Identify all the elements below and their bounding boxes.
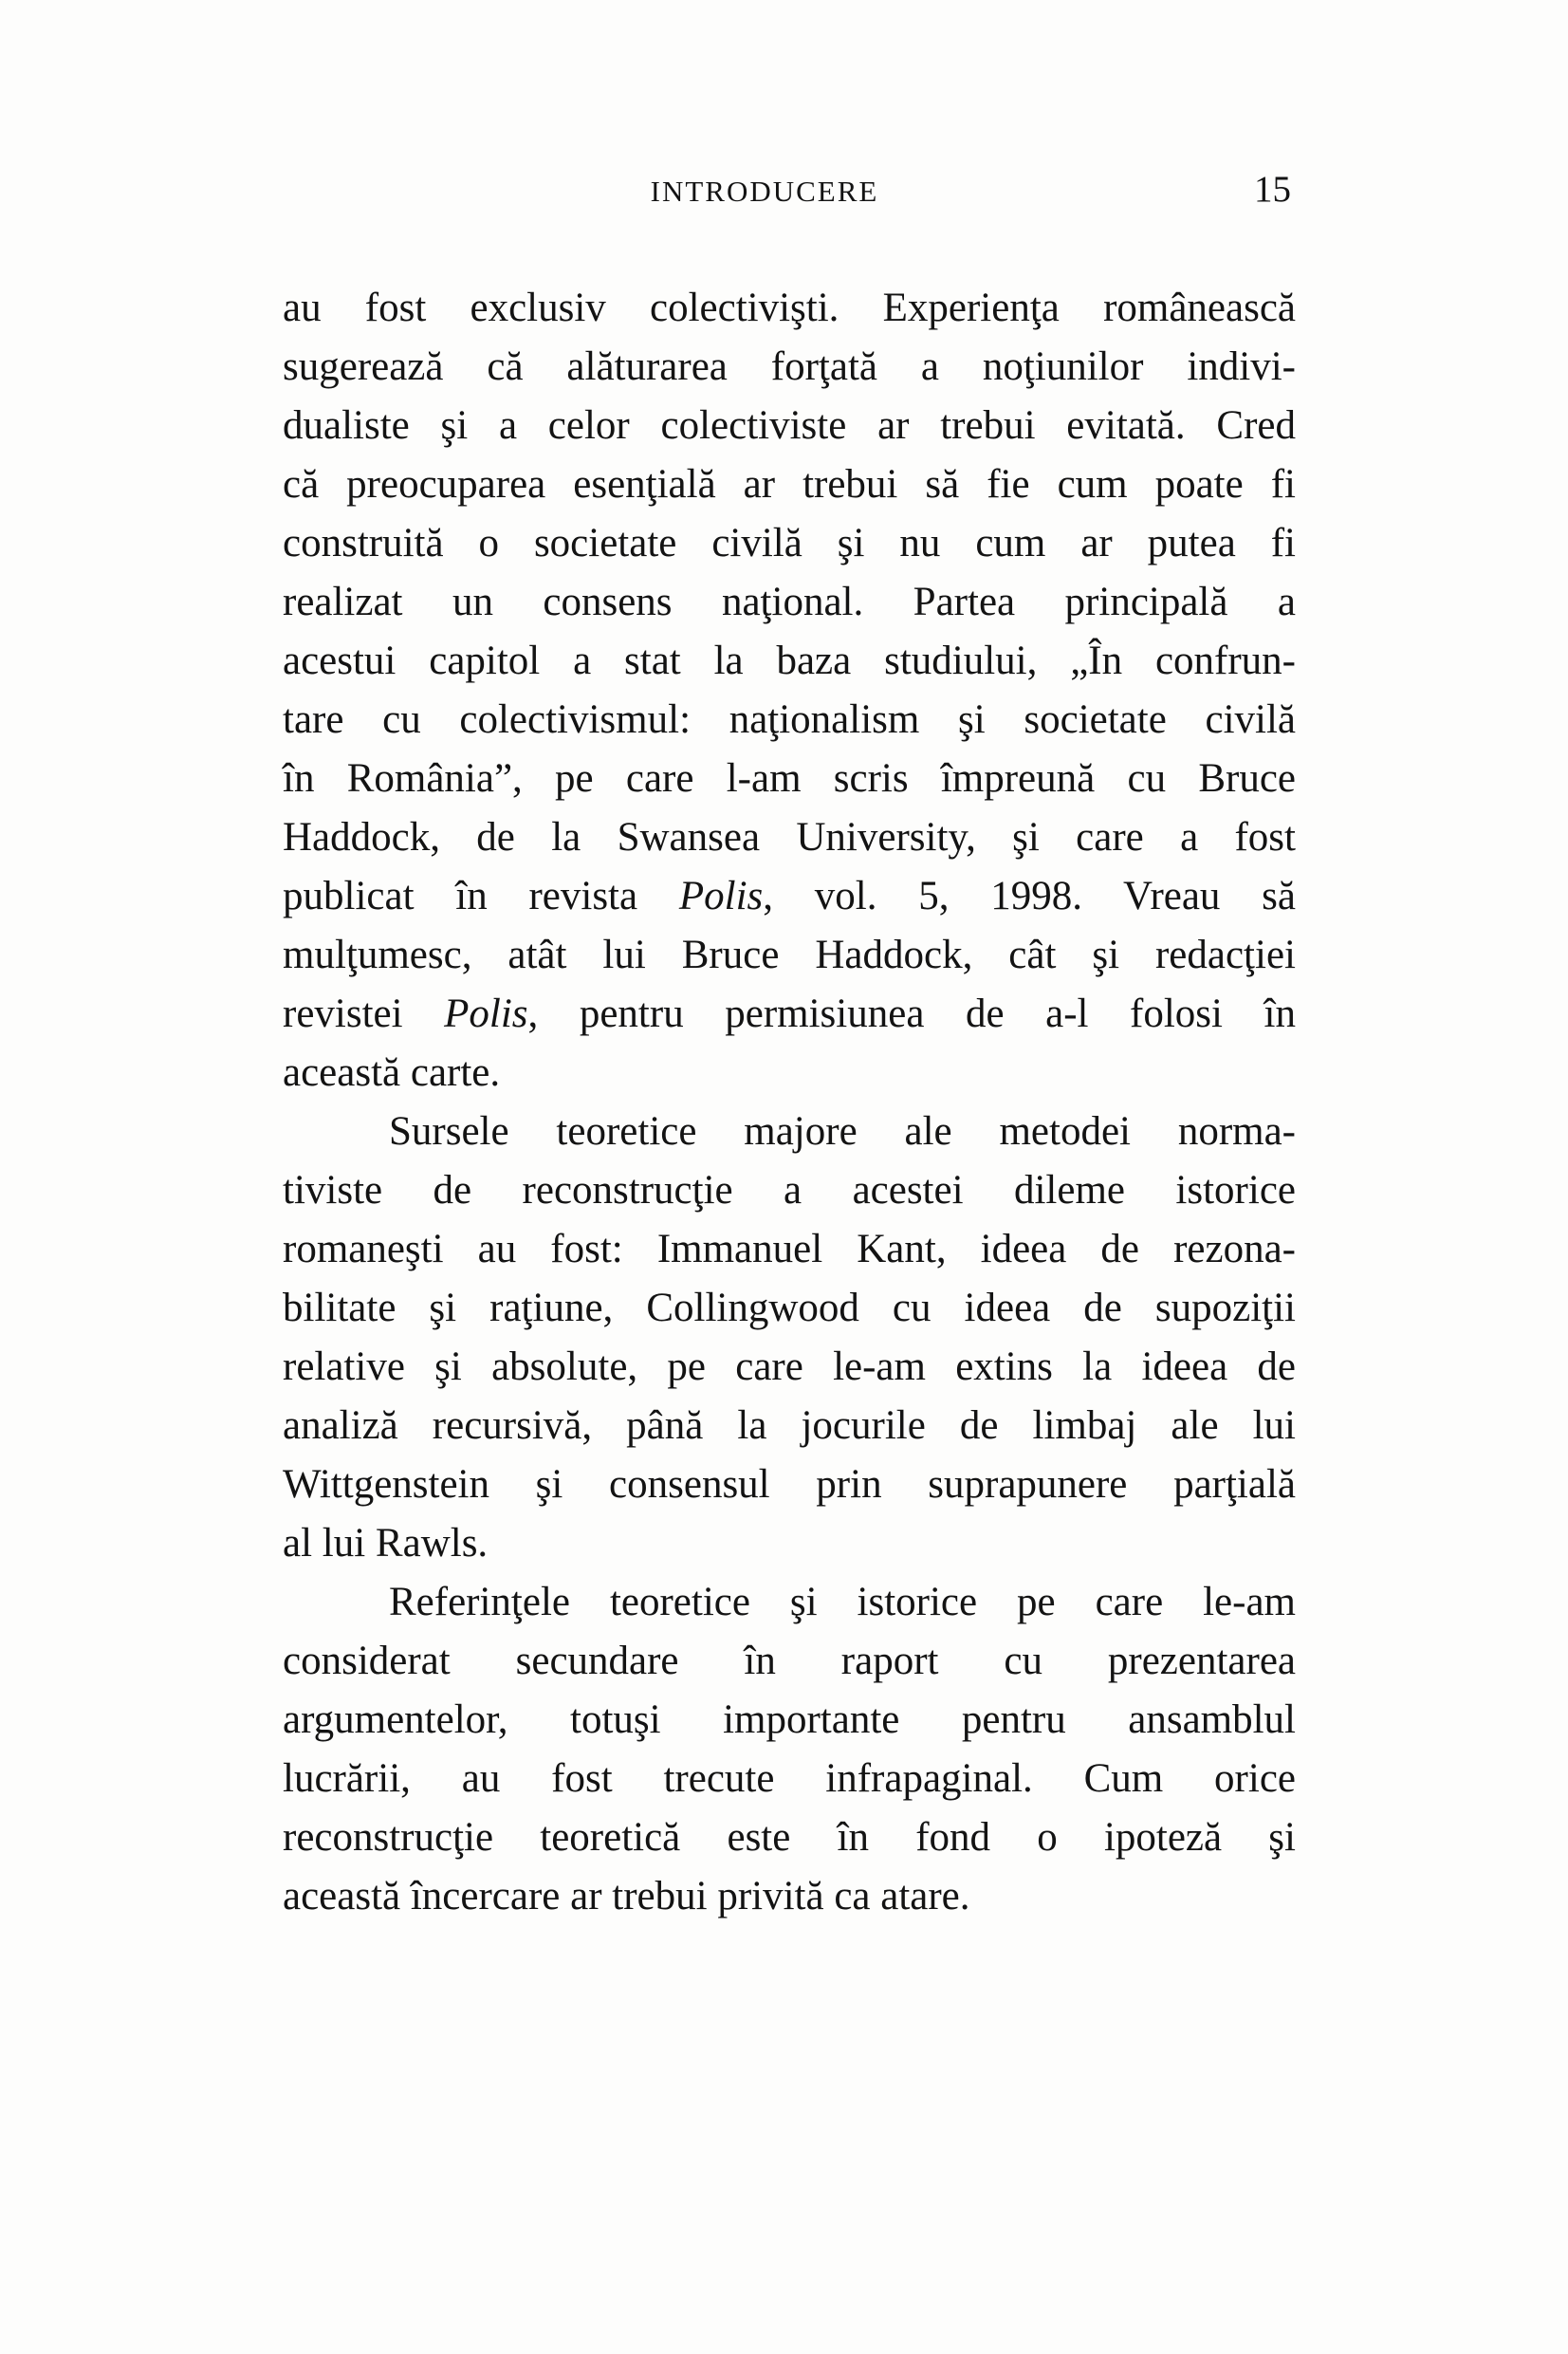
text-run: această încercare ar trebui privită ca atare. — [283, 1874, 970, 1918]
text-run: analiză recursivă, până la jocurile de limbaj ale lui — [283, 1403, 1296, 1448]
text-line — [283, 1279, 1296, 1338]
text-line — [283, 867, 1296, 926]
text-line — [283, 1161, 1296, 1220]
text-line — [283, 1632, 1296, 1691]
text-line — [283, 1808, 1296, 1867]
text-line — [283, 1397, 1296, 1455]
text-run: Sursele teoretice majore ale metodei norma- — [389, 1109, 1296, 1154]
text-line — [283, 397, 1296, 455]
text-line — [283, 338, 1296, 397]
text-run: tiviste de reconstrucţie a acestei dileme istorice — [283, 1168, 1296, 1213]
text-run: Wittgenstein şi consensul prin suprapunere parţială — [283, 1462, 1296, 1507]
italic-text: Polis — [444, 992, 528, 1036]
text-run: revistei — [283, 992, 445, 1036]
running-head: INTRODUCERE — [650, 175, 879, 208]
text-line — [283, 573, 1296, 632]
text-line — [283, 691, 1296, 750]
text-run: considerat secundare în raport cu prezentarea — [283, 1639, 1296, 1683]
text-line — [283, 1514, 1296, 1573]
text-run: acestui capitol a stat la baza studiului, „În confrun- — [283, 639, 1296, 683]
italic-text: Polis — [678, 874, 764, 918]
text-line — [283, 1103, 1296, 1161]
text-line — [283, 1867, 1296, 1926]
text-line — [283, 1573, 1296, 1632]
text-line — [283, 1750, 1296, 1808]
text-run: realizat un consens naţional. Partea principală a — [283, 580, 1296, 624]
text-line — [283, 455, 1296, 514]
text-line — [283, 1691, 1296, 1750]
text-run: construită o societate civilă şi nu cum ar putea fi — [283, 521, 1296, 565]
text-run: mulţumesc, atât lui Bruce Haddock, cât şi redacţiei — [283, 933, 1296, 977]
text-run: al lui Rawls. — [283, 1521, 489, 1566]
text-run: lucrării, au fost trecute infrapaginal. Cum orice — [283, 1756, 1296, 1801]
text-run: Referinţele teoretice şi istorice pe care le-am — [389, 1580, 1296, 1624]
text-line — [283, 279, 1296, 338]
text-run: au fost exclusiv colectivişti. Experienţa românească — [283, 286, 1296, 330]
text-run: , pentru permisiunea de a-l folosi în — [527, 992, 1296, 1036]
text-line — [283, 985, 1296, 1044]
text-run: în România”, pe care l-am scris împreună cu Bruce — [283, 756, 1296, 801]
text-run: , vol. 5, 1998. Vreau să — [763, 874, 1297, 918]
text-line — [283, 1338, 1296, 1397]
text-run: dualiste şi a celor colectiviste ar trebui evitată. Cred — [283, 403, 1296, 448]
text-line — [283, 1455, 1296, 1514]
text-run: relative şi absolute, pe care le-am extins la ideea de — [283, 1344, 1296, 1389]
text-line — [283, 926, 1296, 985]
page-body — [283, 279, 1296, 1926]
text-line — [283, 514, 1296, 573]
text-run: bilitate şi raţiune, Collingwood cu ideea de supoziţii — [283, 1286, 1296, 1330]
text-run: publicat în revista — [283, 874, 679, 918]
text-run: romaneşti au fost: Immanuel Kant, ideea de rezona- — [283, 1227, 1296, 1271]
text-line — [283, 1220, 1296, 1279]
page-number: 15 — [1254, 169, 1291, 210]
text-line — [283, 808, 1296, 867]
text-line — [283, 750, 1296, 808]
text-line — [283, 1044, 1296, 1103]
text-run: această carte. — [283, 1050, 501, 1095]
text-run: Haddock, de la Swansea University, şi care a fost — [283, 815, 1296, 860]
text-run: că preocuparea esenţială ar trebui să fie cum poate fi — [283, 462, 1296, 507]
text-run: reconstrucţie teoretică este în fond o ipoteză şi — [283, 1815, 1296, 1860]
text-run: argumentelor, totuşi importante pentru ansamblul — [283, 1697, 1296, 1742]
text-line — [283, 632, 1296, 691]
text-run: tare cu colectivismul: naţionalism şi societate civilă — [283, 697, 1296, 742]
text-run: sugerează că alăturarea forţată a noţiunilor indivi- — [283, 344, 1296, 389]
